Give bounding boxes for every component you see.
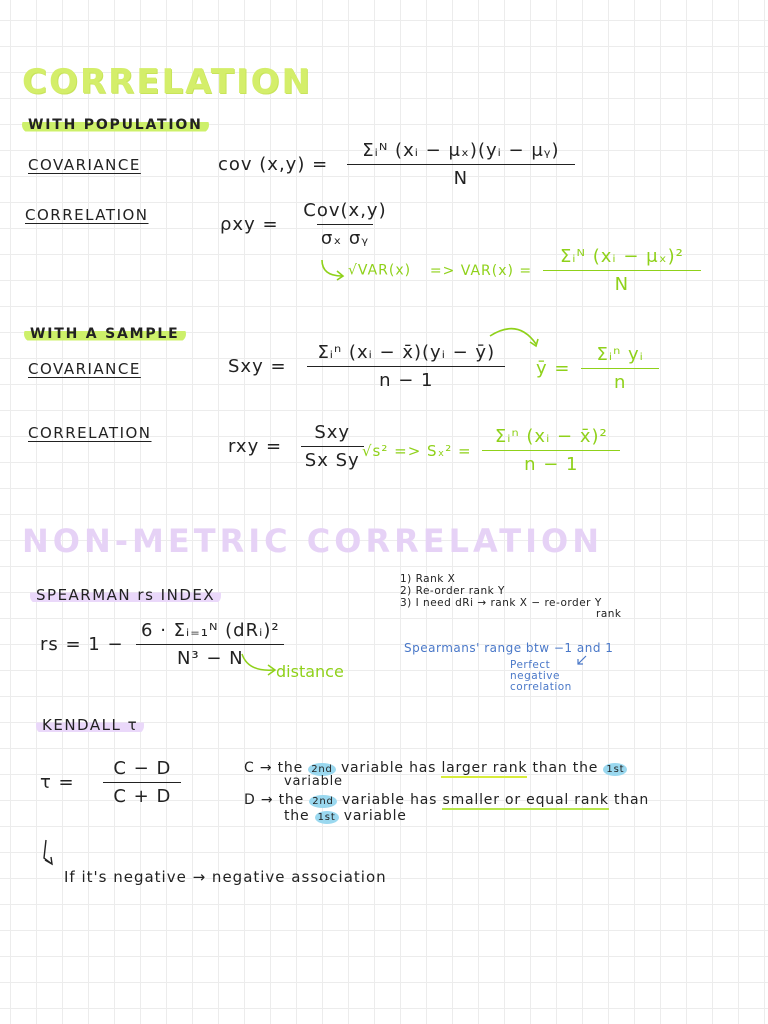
d-part-5: than (608, 792, 650, 808)
var-eq: => VAR(x) = (429, 262, 533, 279)
c-ordinal-1st: 1st (603, 763, 627, 776)
sample-heading (24, 326, 186, 342)
sqrt-var: √VAR(x) (348, 262, 412, 279)
sample-correlation-formula (228, 422, 364, 471)
kendall-d-definition-cont (284, 808, 407, 824)
sqrt-s: √s² => Sₓ² = (362, 441, 472, 460)
non-metric-title: NON-METRIC CORRELATION (22, 522, 603, 560)
population-heading (22, 117, 209, 133)
d-ordinal-2nd: 2nd (309, 795, 336, 808)
d-smaller-equal-rank: smaller or equal rank (442, 792, 609, 808)
population-correlation-denominator: σₓ σᵧ (317, 224, 373, 249)
c-part-1: C → the (244, 760, 309, 776)
sample-mean-formula (536, 344, 659, 393)
d2-ordinal-1st: 1st (315, 811, 339, 824)
sample-variance-formula (362, 426, 620, 475)
population-covariance-lhs: cov (x,y) = (218, 154, 329, 175)
variance-denominator: N (543, 270, 701, 295)
population-heading-text: WITH POPULATION (22, 117, 209, 133)
perfect-note-1: Perfect (510, 659, 551, 671)
sample-covariance-lhs: Sxy = (228, 356, 287, 377)
kendall-c-definition-cont: variable (284, 774, 343, 789)
d2-part-1: the (284, 808, 315, 824)
sample-covariance-formula (228, 342, 505, 391)
variance-numerator: Σᵢᴺ (xᵢ − μₓ)² (559, 246, 684, 267)
kendall-denominator: C + D (103, 782, 181, 807)
d2-part-3: variable (338, 808, 407, 824)
spearman-label-text: SPEARMAN rs INDEX (30, 586, 221, 604)
sample-correlation-denominator: Sx Sy (301, 446, 364, 471)
sample-covariance-label: COVARIANCE (28, 360, 141, 378)
sample-correlation-label: CORRELATION (28, 424, 152, 442)
sample-heading-text: WITH A SAMPLE (24, 326, 186, 342)
population-covariance-denominator: N (347, 164, 575, 189)
sample-mean-denominator: n (581, 368, 659, 393)
c-larger-rank: larger rank (441, 760, 528, 776)
population-correlation-numerator: Cov(x,y) (303, 200, 387, 221)
hooked-arrow-icon (38, 838, 60, 868)
spearman-lhs: rs = 1 − (40, 634, 124, 655)
perfect-note-3: correlation (510, 681, 572, 693)
c-part-3: variable has (335, 760, 442, 776)
sample-covariance-numerator: Σᵢⁿ (xᵢ − x̄)(yᵢ − ȳ) (317, 342, 496, 363)
c-part-5: than the (527, 760, 604, 776)
spearman-numerator: 6 · Σᵢ₌₁ᴺ (dRᵢ)² (141, 620, 280, 641)
kendall-label (36, 716, 144, 734)
sample-variance-denominator: n − 1 (482, 450, 620, 475)
population-correlation-formula (220, 200, 391, 249)
population-covariance-formula (218, 140, 575, 189)
population-covariance-numerator: Σᵢᴺ (xᵢ − μₓ)(yᵢ − μᵧ) (362, 140, 560, 161)
kendall-label-text: KENDALL τ (36, 716, 144, 734)
c-ordinal-2nd: 2nd (308, 763, 335, 776)
population-correlation-lhs: ρxy = (220, 214, 279, 235)
negative-association-note: If it's negative → negative association (64, 868, 387, 886)
distance-note: distance (276, 662, 344, 681)
spearman-denominator: N³ − N (136, 644, 284, 669)
kendall-d-definition (244, 792, 649, 808)
spearman-range-note: Spearmans' range btw −1 and 1 (404, 641, 614, 655)
spearman-step-3: 3) I need dRi → rank X − re-order Y (400, 597, 602, 609)
sample-variance-numerator: Σᵢⁿ (xᵢ − x̄)² (494, 426, 608, 447)
spearman-label (30, 586, 221, 604)
curved-arrow-icon (318, 258, 348, 284)
spearman-step-1: 1) Rank X (400, 573, 456, 585)
curved-arrow-icon (240, 652, 280, 678)
kendall-formula (40, 758, 181, 807)
arrow-down-left-icon (574, 654, 590, 668)
perfect-note-2: negative (510, 670, 560, 682)
sample-correlation-lhs: rxy = (228, 436, 283, 457)
kendall-numerator: C − D (113, 758, 172, 779)
d-part-3: variable has (336, 792, 443, 808)
kendall-lhs: τ = (40, 772, 75, 793)
spearman-step-3-rank: rank (596, 608, 622, 620)
page-title: CORRELATION (22, 62, 312, 102)
spearman-step-2: 2) Re-order rank Y (400, 585, 505, 597)
sample-mean-numerator: Σᵢⁿ yᵢ (596, 344, 644, 365)
population-correlation-label: CORRELATION (25, 206, 149, 224)
sample-mean-lhs: ȳ = (536, 358, 571, 379)
sample-correlation-numerator: Sxy (314, 422, 351, 443)
sample-covariance-denominator: n − 1 (307, 366, 505, 391)
population-covariance-label: COVARIANCE (28, 156, 141, 174)
variance-formula (348, 246, 701, 295)
d-part-1: D → the (244, 792, 310, 808)
